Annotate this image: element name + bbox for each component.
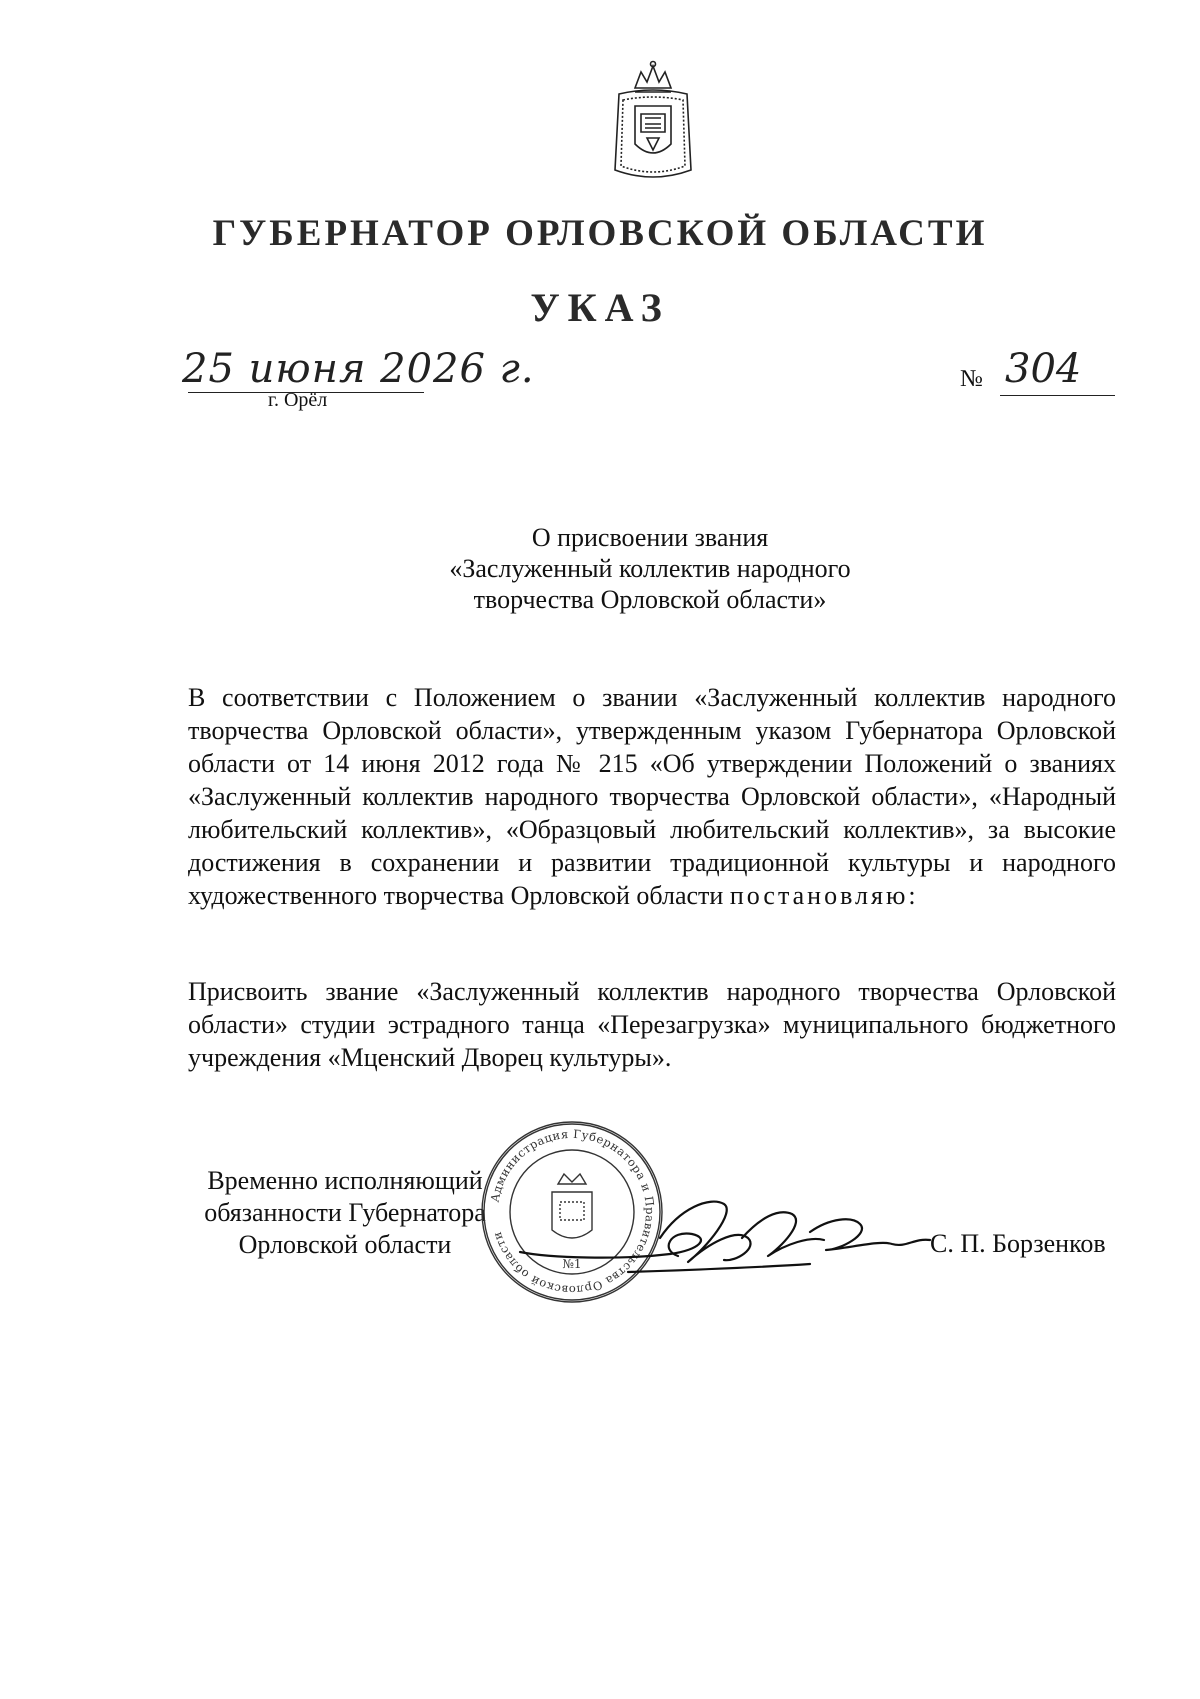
stamp-number: №1 [562,1257,582,1271]
signatory-title-line: Временно исполняющий [207,1166,483,1195]
resolution-paragraph: Присвоить звание «Заслуженный коллектив народного творчества Орловской области» студии эстрадного танца «Перезагрузка» муниципального бюджетного учреждения «Мценский Дворец культуры». [188,977,1116,1072]
handwritten-number: 304 [1005,346,1082,392]
number-underline [1000,395,1115,396]
subject-line: «Заслуженный коллектив народного [449,554,851,583]
stamp-text: Администрация Губернатора и Правительства Орловской области [487,1126,658,1298]
preamble-paragraph [188,681,1116,912]
subject-line: О присвоении звания [531,523,769,552]
preamble-text: В соответствии с Положением о звании «Заслуженный коллектив народного творчества Орловской области», утвержденным указом Губернатора Орловской области от 14 июня 2012 года № 215 «Об утверждении Положений о званиях «Заслуженный коллектив народного творчества Орловской области», «Народный любительский коллектив», «Образцовый любительский коллектив», за высокие достижения в сохранении и развитии традиционной культуры и народного художественного творчества Орловской области [188,683,1116,910]
issuing-authority: ГУБЕРНАТОР ОРЛОВСКОЙ ОБЛАСТИ [212,213,988,254]
decree-keyword: постановляю: [729,881,919,910]
document-type: УКАЗ [530,285,670,330]
signer-name: С. П. Борзенков [930,1229,1106,1258]
document-subject [420,522,880,615]
city-label: г. Орёл [268,389,328,411]
coat-of-arms-icon [605,58,701,186]
signatory-title [185,1165,505,1261]
handwritten-date: 25 июня 2026 г. [182,346,535,392]
signatory-title-line: Орловской области [238,1230,452,1259]
subject-line: творчества Орловской области» [473,585,827,614]
handwritten-signature [510,1178,940,1288]
number-label: № [960,366,983,392]
signatory-title-line: обязанности Губернатора [204,1198,486,1227]
